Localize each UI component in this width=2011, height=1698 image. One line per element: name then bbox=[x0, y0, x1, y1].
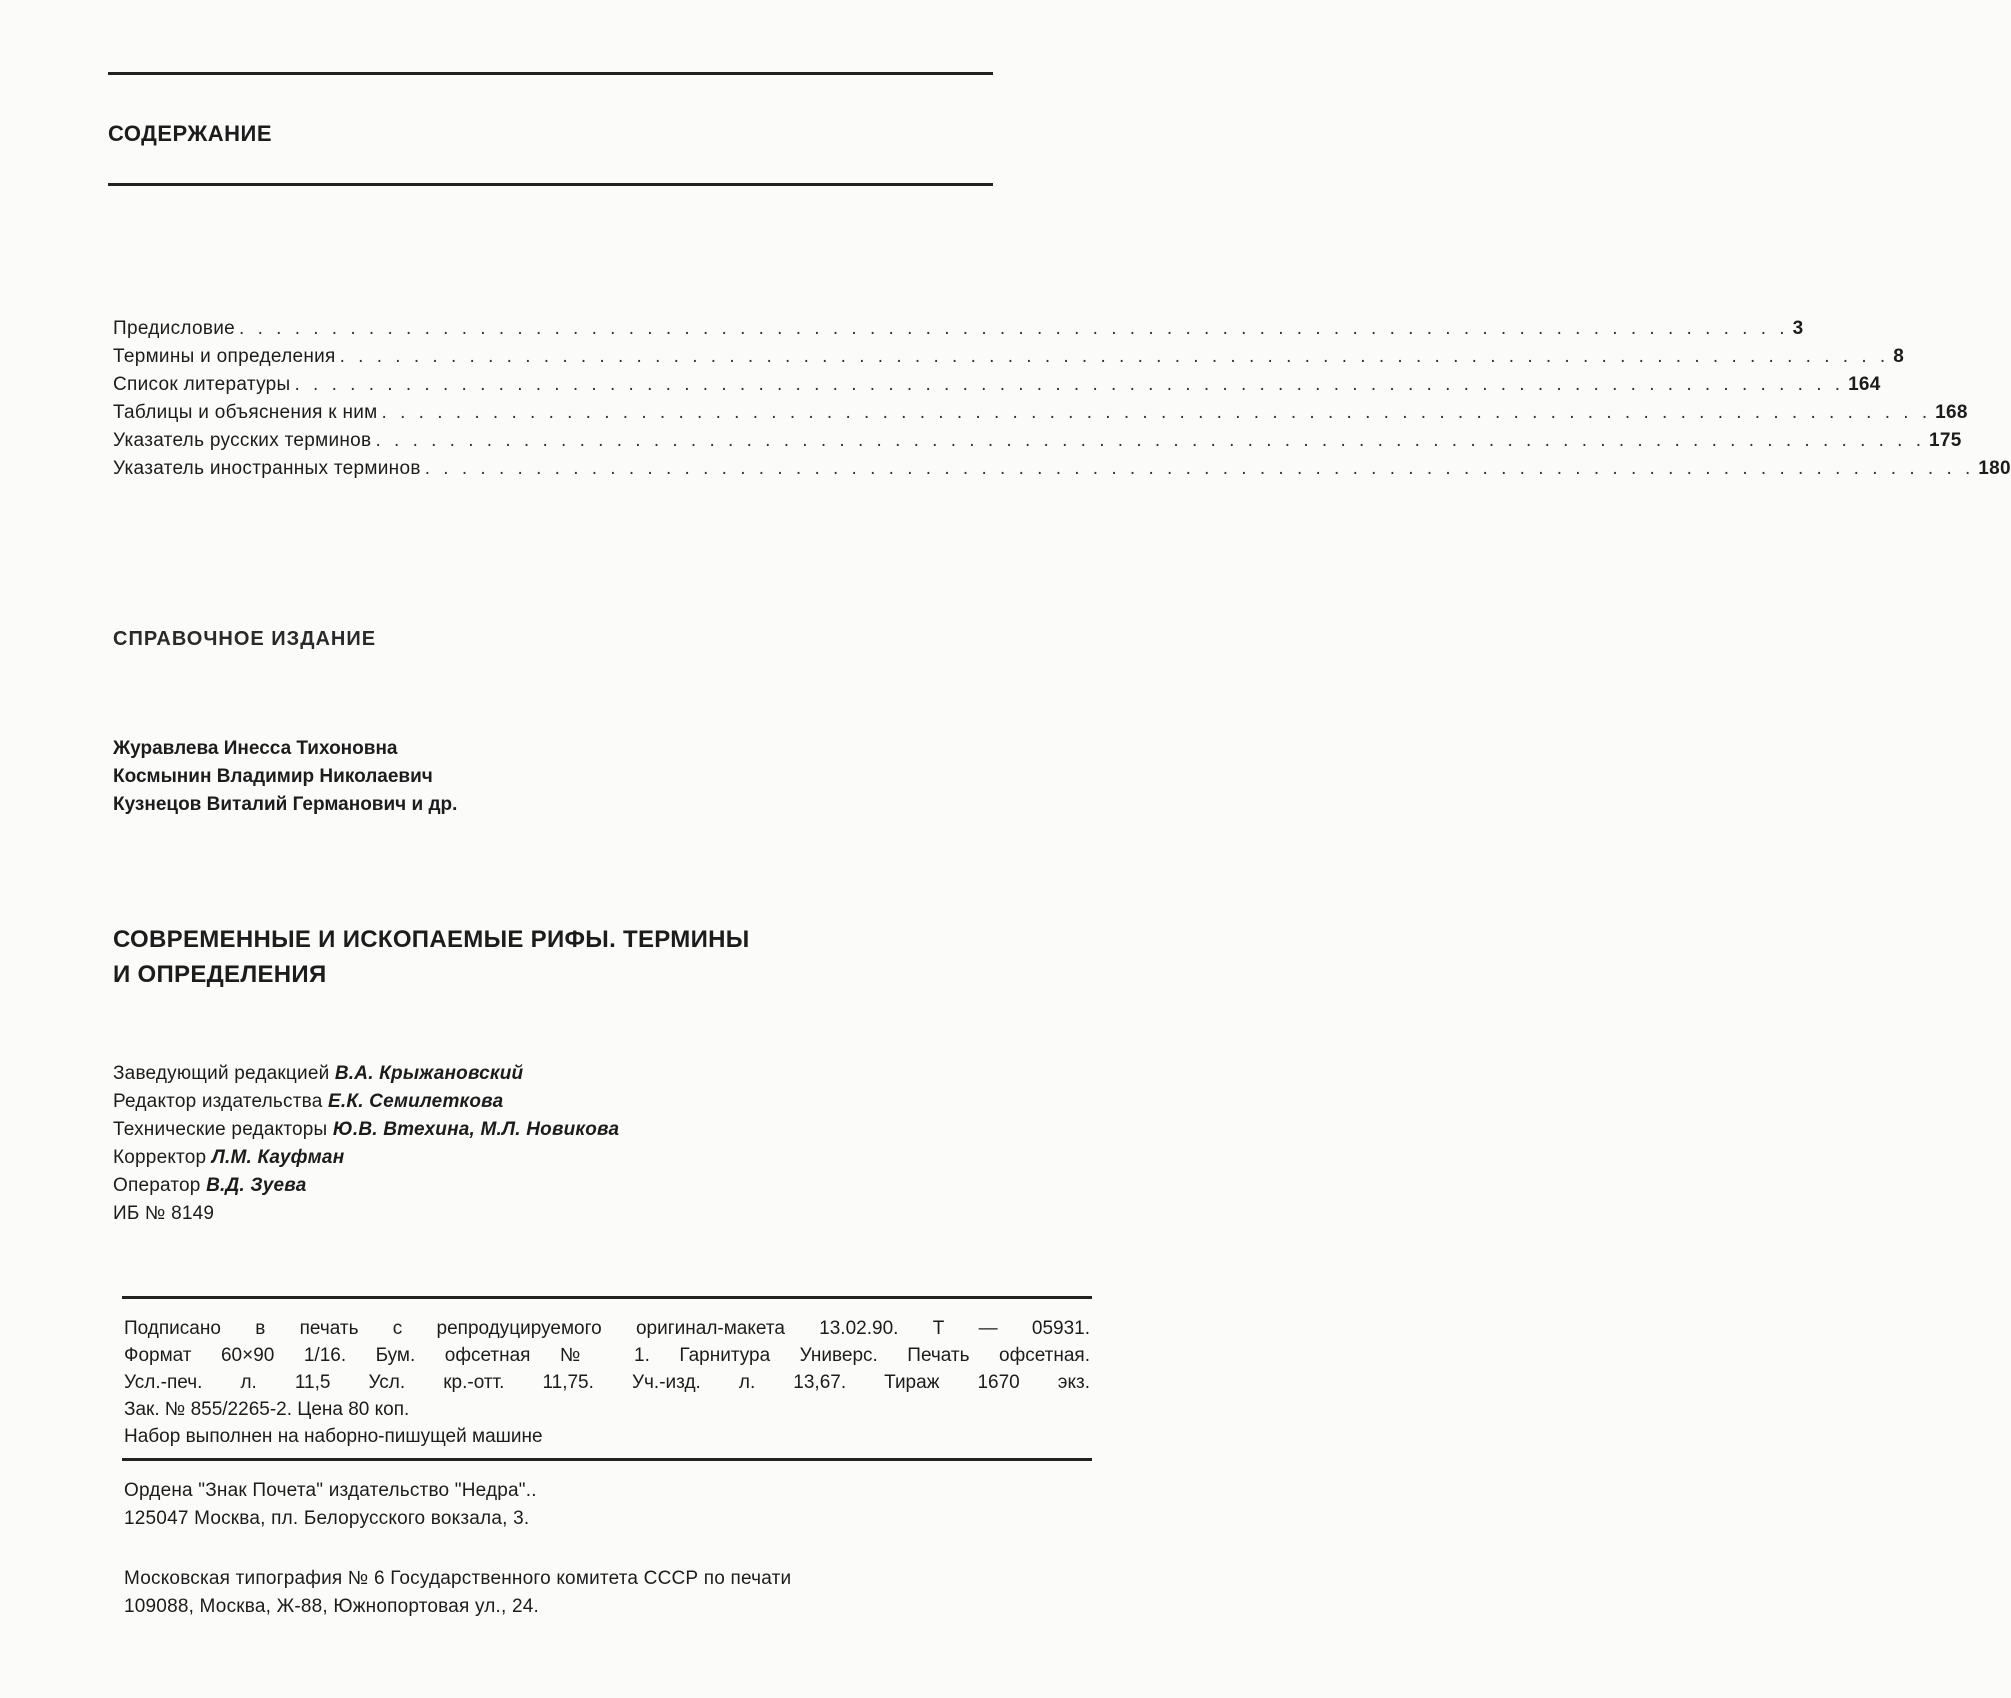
imprint-block bbox=[124, 1318, 1090, 1453]
toc-entry-page: 164 bbox=[1848, 374, 1881, 395]
credit-name: Л.М. Кауфман bbox=[211, 1147, 345, 1168]
author-name: Космынин Владимир Николаевич bbox=[113, 766, 433, 787]
toc-leader: . . . . . . . . . . . . . . . . . . . . . . . . . . . . . . . . . . . . . . . . . . . . . . . . . . . . . . . . . . . . . . . . . . . . . . . . . . . . . . . . . . . . bbox=[381, 402, 1932, 423]
credit-line bbox=[113, 1119, 619, 1147]
toc-entry bbox=[113, 346, 1905, 374]
book-title-line: И ОПРЕДЕЛЕНИЯ bbox=[113, 961, 327, 988]
edition-type: СПРАВОЧНОЕ ИЗДАНИЕ bbox=[113, 628, 377, 650]
heading-rule bbox=[108, 183, 993, 186]
credit-role: Заведующий редакцией bbox=[113, 1063, 330, 1084]
toc-entry-page: 3 bbox=[1792, 318, 1804, 339]
toc-entry-page: 175 bbox=[1929, 430, 1962, 451]
toc-leader: . . . . . . . . . . . . . . . . . . . . . . . . . . . . . . . . . . . . . . . . . . . . . . . . . . . . . . . . . . . . . . . . . . . . . . . . . . . . . . . . . . . . bbox=[239, 318, 1789, 339]
toc-leader: . . . . . . . . . . . . . . . . . . . . . . . . . . . . . . . . . . . . . . . . . . . . . . . . . . . . . . . . . . . . . . . . . . . . . . . . . . . . . . . . . . . . bbox=[375, 430, 1926, 451]
imprint-top-rule bbox=[122, 1296, 1092, 1299]
top-rule bbox=[108, 72, 993, 75]
credit-line bbox=[113, 1175, 619, 1203]
toc-entry-title: Таблицы и объяснения к ним bbox=[113, 402, 378, 423]
ib-number: ИБ № 8149 bbox=[113, 1203, 215, 1224]
imprint-line: Усл.-печ. л. 11,5 Усл. кр.-отт. 11,75. Уч.-изд. л. 13,67. Тираж 1670 экз. bbox=[124, 1372, 1090, 1393]
table-of-contents bbox=[113, 318, 2011, 486]
imprint-line: Подписано в печать с репродуцируемого оригинал-макета 13.02.90. Т — 05931. bbox=[124, 1318, 1090, 1339]
toc-leader: . . . . . . . . . . . . . . . . . . . . . . . . . . . . . . . . . . . . . . . . . . . . . . . . . . . . . . . . . . . . . . . . . . . . . . . . . . . . . . . . . . . . bbox=[424, 458, 1975, 479]
credit-name: В.Д. Зуева bbox=[206, 1175, 307, 1196]
publisher-line: 125047 Москва, пл. Белорусского вокзала, 3. bbox=[124, 1508, 530, 1529]
printer-line: Московская типография № 6 Государственного комитета СССР по печати bbox=[124, 1568, 792, 1589]
toc-entry-title: Предисловие bbox=[113, 318, 236, 339]
toc-entry-page: 168 bbox=[1935, 402, 1968, 423]
toc-entry bbox=[113, 402, 1968, 430]
credit-role: Оператор bbox=[113, 1175, 201, 1196]
toc-entry bbox=[113, 318, 1804, 346]
printer-line: 109088, Москва, Ж-88, Южнопортовая ул., 24. bbox=[124, 1596, 540, 1617]
toc-entry-title: Список литературы bbox=[113, 374, 291, 395]
authors-list bbox=[113, 738, 457, 822]
imprint-line: Набор выполнен на наборно-пишущей машине bbox=[124, 1426, 543, 1447]
author-name: Журавлева Инесса Тихоновна bbox=[113, 738, 398, 759]
imprint-line: Формат 60×90 1/16. Бум. офсетная № 1. Гарнитура Универс. Печать офсетная. bbox=[124, 1345, 1090, 1366]
toc-leader: . . . . . . . . . . . . . . . . . . . . . . . . . . . . . . . . . . . . . . . . . . . . . . . . . . . . . . . . . . . . . . . . . . . . . . . . . . . . . . . . . . . . bbox=[339, 346, 1890, 367]
toc-entry bbox=[113, 430, 1962, 458]
toc-entry-title: Указатель иностранных терминов bbox=[113, 458, 421, 479]
credit-line bbox=[113, 1147, 619, 1175]
author-name: Кузнецов Виталий Германович и др. bbox=[113, 794, 458, 815]
credit-line bbox=[113, 1091, 619, 1119]
publisher-line: Ордена "Знак Почета" издательство "Недра".. bbox=[124, 1480, 537, 1501]
imprint-line: Зак. № 855/2265-2. Цена 80 коп. bbox=[124, 1399, 410, 1420]
credit-line bbox=[113, 1063, 619, 1091]
publisher-block bbox=[124, 1480, 537, 1536]
credit-name: Ю.В. Втехина, М.Л. Новикова bbox=[332, 1119, 620, 1140]
contents-heading: СОДЕРЖАНИЕ bbox=[108, 121, 273, 146]
credit-role: Редактор издательства bbox=[113, 1091, 323, 1112]
toc-leader: . . . . . . . . . . . . . . . . . . . . . . . . . . . . . . . . . . . . . . . . . . . . . . . . . . . . . . . . . . . . . . . . . . . . . . . . . . . . . . . . . . . . bbox=[294, 374, 1845, 395]
toc-entry-page: 180 bbox=[1978, 458, 2011, 479]
toc-entry-title: Указатель русских терминов bbox=[113, 430, 372, 451]
toc-entry-page: 8 bbox=[1893, 346, 1905, 367]
credit-role: Технические редакторы bbox=[113, 1119, 328, 1140]
credit-name: В.А. Крыжановский bbox=[334, 1063, 524, 1084]
toc-entry bbox=[113, 374, 1881, 402]
toc-entry-title: Термины и определения bbox=[113, 346, 336, 367]
imprint-bottom-rule bbox=[122, 1458, 1092, 1461]
credit-role: Корректор bbox=[113, 1147, 207, 1168]
book-title-line: СОВРЕМЕННЫЕ И ИСКОПАЕМЫЕ РИФЫ. ТЕРМИНЫ bbox=[113, 926, 750, 953]
printer-block bbox=[124, 1568, 791, 1624]
book-title bbox=[113, 922, 750, 992]
credits-list bbox=[113, 1063, 619, 1231]
toc-entry bbox=[113, 458, 2011, 486]
credit-name: Е.К. Семилеткова bbox=[327, 1091, 504, 1112]
